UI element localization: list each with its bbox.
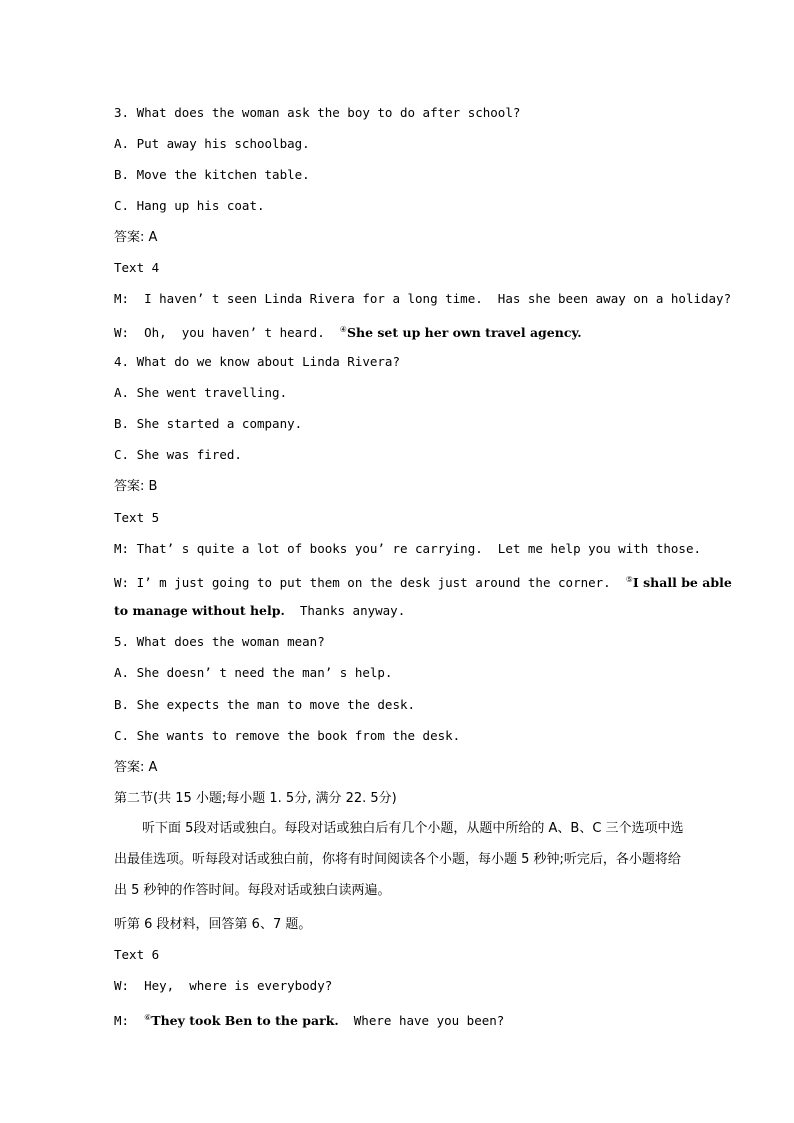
text5-woman-prefix: W: I’ m just going to put them on the desk just around the corner. [114,575,626,590]
text4-woman-key-sentence: She set up her own travel agency. [346,325,582,340]
note-marker-6: ⑥ [144,1013,152,1022]
text5-woman-suffix: Thanks anyway. [284,603,406,618]
text5-man-line: M: That’ s quite a lot of books you’ re carrying. Let me help you with those. [114,541,701,556]
note-marker-4: ④ [339,325,347,334]
question-4: 4. What do we know about Linda Rivera? [114,354,400,369]
text6-man-prefix: M: [114,1013,145,1028]
q3-option-c: C. Hang up his coat. [114,198,265,213]
q4-answer [114,478,157,495]
q5-option-b: B. She expects the man to move the desk. [114,697,416,712]
q4-answer-text: 答案: B [114,479,158,494]
question-5: 5. What does the woman mean? [114,634,325,649]
text4-woman-prefix: W: Oh, you haven’ t heard. [114,325,340,340]
text5-woman-key-sentence-2: to manage without help. [114,603,285,618]
text6-man-suffix: Where have you been? [338,1013,505,1028]
q3-answer-text: 答案: A [114,230,158,245]
question-3: 3. What does the woman ask the boy to do after school? [114,105,521,120]
note-marker-5: ⑤ [625,575,633,584]
q3-answer [114,229,157,246]
text5-woman-line-cont [114,603,405,619]
text4-man-line: M: I haven’ t seen Linda Rivera for a long time. Has she been away on a holiday? [114,291,732,306]
text4-title: Text 4 [114,260,160,275]
q4-option-a: A. She went travelling. [114,385,288,400]
q4-option-c: C. She was fired. [114,447,242,462]
listen-intro-text: 听第 6 段材料，回答第 6、7 题。 [114,917,312,932]
section-2-instructions: 听下面 5段对话或独白。每段对话或独白后有几个小题，从题中所给的 A、B、C 三个选项中选出最佳选项。听每段对话或独白前，你将有时间阅读各个小题，每小题 5 秒钟;听完后，各小题将给出 5 秒钟的作答时间。每段对话或独白读两遍。 [114,821,684,898]
q4-option-b: B. She started a company. [114,416,303,431]
text5-title: Text 5 [114,510,160,525]
text6-man-line [114,1010,504,1029]
text6-title: Text 6 [114,947,160,962]
q5-answer-text: 答案: A [114,760,158,775]
text4-woman-line [114,322,582,341]
q3-option-a: A. Put away his schoolbag. [114,136,310,151]
q3-option-b: B. Move the kitchen table. [114,167,310,182]
text6-woman-line: W: Hey, where is everybody? [114,978,333,993]
q5-option-a: A. She doesn’ t need the man’ s help. [114,665,393,680]
q5-option-c: C. She wants to remove the book from the desk. [114,728,461,743]
section-2-heading-text: 第二节(共 15 小题;每小题 1. 5分, 满分 22. 5分) [114,791,397,806]
listen-intro [114,916,311,933]
text5-woman-key-sentence-1: I shall be able [632,575,732,590]
section-2-heading [114,790,397,807]
text6-man-key-sentence: They took Ben to the park. [151,1013,339,1028]
q5-answer [114,759,157,776]
text5-woman-line [114,572,732,591]
